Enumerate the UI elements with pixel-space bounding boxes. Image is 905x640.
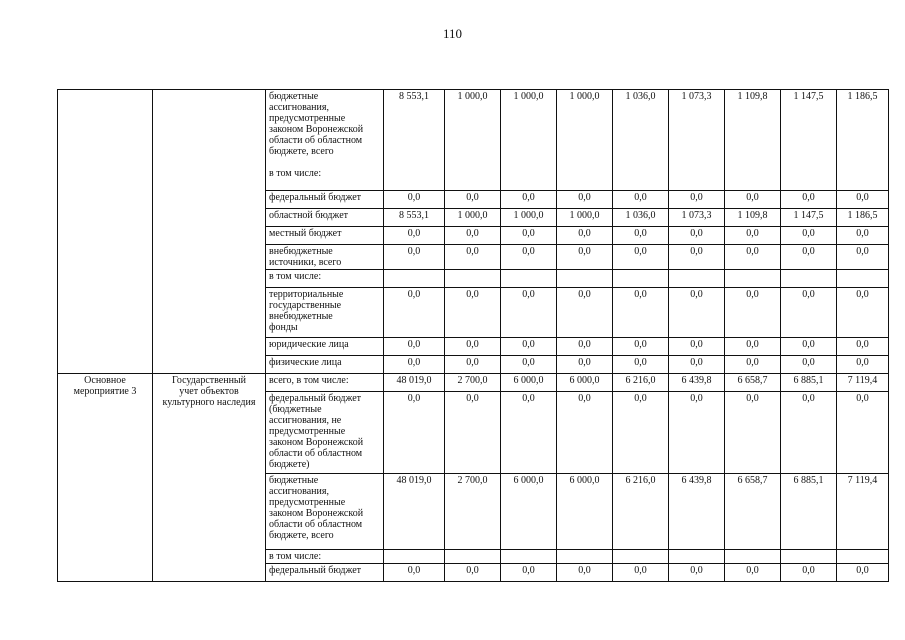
value-cell: 0,0 bbox=[384, 191, 445, 209]
value-cell: 0,0 bbox=[445, 338, 501, 356]
value-cell: 6 216,0 bbox=[613, 374, 669, 392]
value-cell: 0,0 bbox=[837, 288, 889, 338]
value-cell: 1 000,0 bbox=[501, 90, 557, 191]
value-cell bbox=[501, 550, 557, 564]
value-cell: 6 885,1 bbox=[781, 374, 837, 392]
value-cell: 6 658,7 bbox=[725, 474, 781, 550]
value-cell: 0,0 bbox=[725, 564, 781, 582]
value-cell: 0,0 bbox=[613, 227, 669, 245]
value-cell: 0,0 bbox=[445, 227, 501, 245]
table-row bbox=[58, 90, 889, 191]
value-cell: 0,0 bbox=[725, 288, 781, 338]
value-cell: 1 073,3 bbox=[669, 90, 725, 191]
value-cell: 0,0 bbox=[501, 245, 557, 270]
table-body bbox=[58, 90, 889, 582]
value-cell: 0,0 bbox=[384, 245, 445, 270]
value-cell: 0,0 bbox=[613, 245, 669, 270]
value-cell: 0,0 bbox=[669, 245, 725, 270]
value-cell: 1 109,8 bbox=[725, 209, 781, 227]
value-cell: 0,0 bbox=[781, 392, 837, 474]
value-cell: 6 000,0 bbox=[557, 374, 613, 392]
value-cell: 0,0 bbox=[613, 288, 669, 338]
value-cell: 0,0 bbox=[781, 227, 837, 245]
funding-source-cell: бюджетные ассигнования, предусмотренные законом Воронежской области об областном бюджете, всего в том числе: bbox=[266, 90, 384, 191]
value-cell bbox=[725, 270, 781, 288]
funding-source-cell: юридические лица bbox=[266, 338, 384, 356]
value-cell: 48 019,0 bbox=[384, 374, 445, 392]
value-cell: 1 109,8 bbox=[725, 90, 781, 191]
value-cell: 6 000,0 bbox=[557, 474, 613, 550]
value-cell: 0,0 bbox=[613, 392, 669, 474]
value-cell bbox=[384, 550, 445, 564]
value-cell: 0,0 bbox=[445, 356, 501, 374]
value-cell: 0,0 bbox=[613, 356, 669, 374]
funding-source-cell: физические лица bbox=[266, 356, 384, 374]
value-cell: 0,0 bbox=[445, 191, 501, 209]
value-cell: 1 000,0 bbox=[445, 209, 501, 227]
status-cell: Основное мероприятие 3 bbox=[58, 374, 153, 582]
value-cell: 8 553,1 bbox=[384, 90, 445, 191]
value-cell: 0,0 bbox=[669, 564, 725, 582]
value-cell: 0,0 bbox=[557, 245, 613, 270]
value-cell bbox=[837, 550, 889, 564]
value-cell: 0,0 bbox=[384, 227, 445, 245]
value-cell: 0,0 bbox=[557, 564, 613, 582]
value-cell: 0,0 bbox=[384, 392, 445, 474]
funding-source-cell: федеральный бюджет bbox=[266, 564, 384, 582]
value-cell: 0,0 bbox=[837, 191, 889, 209]
value-cell: 1 000,0 bbox=[557, 90, 613, 191]
value-cell: 0,0 bbox=[725, 191, 781, 209]
funding-source-cell: местный бюджет bbox=[266, 227, 384, 245]
value-cell: 0,0 bbox=[837, 338, 889, 356]
value-cell: 0,0 bbox=[837, 245, 889, 270]
value-cell: 0,0 bbox=[384, 338, 445, 356]
name-cell: Государственный учет объектов культурного наследия bbox=[153, 374, 266, 582]
value-cell: 0,0 bbox=[557, 288, 613, 338]
value-cell: 1 186,5 bbox=[837, 90, 889, 191]
value-cell: 0,0 bbox=[613, 564, 669, 582]
value-cell: 0,0 bbox=[725, 338, 781, 356]
value-cell: 0,0 bbox=[613, 338, 669, 356]
value-cell: 6 885,1 bbox=[781, 474, 837, 550]
value-cell: 1 000,0 bbox=[557, 209, 613, 227]
funding-source-cell: областной бюджет bbox=[266, 209, 384, 227]
funding-source-cell: федеральный бюджет bbox=[266, 191, 384, 209]
value-cell: 6 658,7 bbox=[725, 374, 781, 392]
value-cell: 1 186,5 bbox=[837, 209, 889, 227]
funding-source-cell: федеральный бюджет (бюджетные ассигнования, не предусмотренные законом Воронежской области об областном бюджете) bbox=[266, 392, 384, 474]
value-cell: 0,0 bbox=[501, 227, 557, 245]
table-row bbox=[58, 374, 889, 392]
value-cell: 0,0 bbox=[501, 392, 557, 474]
value-cell: 0,0 bbox=[669, 227, 725, 245]
funding-source-cell: территориальные государственные внебюджетные фонды bbox=[266, 288, 384, 338]
value-cell: 48 019,0 bbox=[384, 474, 445, 550]
value-cell: 0,0 bbox=[837, 227, 889, 245]
funding-source-cell: в том числе: bbox=[266, 550, 384, 564]
page-number: 110 bbox=[442, 26, 463, 41]
value-cell: 0,0 bbox=[781, 191, 837, 209]
value-cell: 0,0 bbox=[725, 227, 781, 245]
value-cell: 0,0 bbox=[669, 191, 725, 209]
value-cell: 0,0 bbox=[445, 288, 501, 338]
value-cell: 0,0 bbox=[613, 191, 669, 209]
value-cell: 0,0 bbox=[781, 288, 837, 338]
value-cell: 2 700,0 bbox=[445, 374, 501, 392]
value-cell: 7 119,4 bbox=[837, 374, 889, 392]
value-cell: 0,0 bbox=[501, 191, 557, 209]
value-cell bbox=[384, 270, 445, 288]
value-cell: 0,0 bbox=[501, 356, 557, 374]
value-cell: 6 439,8 bbox=[669, 374, 725, 392]
funding-source-cell: бюджетные ассигнования, предусмотренные законом Воронежской области об областном бюджете, всего bbox=[266, 474, 384, 550]
value-cell: 1 000,0 bbox=[501, 209, 557, 227]
value-cell: 0,0 bbox=[837, 356, 889, 374]
value-cell: 1 000,0 bbox=[445, 90, 501, 191]
value-cell: 0,0 bbox=[725, 245, 781, 270]
name-cell bbox=[153, 90, 266, 374]
value-cell: 0,0 bbox=[781, 245, 837, 270]
value-cell: 1 073,3 bbox=[669, 209, 725, 227]
value-cell bbox=[781, 550, 837, 564]
value-cell: 0,0 bbox=[725, 392, 781, 474]
value-cell: 0,0 bbox=[501, 338, 557, 356]
value-cell: 7 119,4 bbox=[837, 474, 889, 550]
funding-source-cell: в том числе: bbox=[266, 270, 384, 288]
value-cell bbox=[501, 270, 557, 288]
value-cell: 8 553,1 bbox=[384, 209, 445, 227]
value-cell bbox=[669, 270, 725, 288]
value-cell bbox=[781, 270, 837, 288]
value-cell: 0,0 bbox=[669, 338, 725, 356]
value-cell: 6 216,0 bbox=[613, 474, 669, 550]
value-cell: 0,0 bbox=[669, 288, 725, 338]
budget-table bbox=[57, 89, 889, 582]
value-cell: 0,0 bbox=[781, 564, 837, 582]
value-cell bbox=[557, 270, 613, 288]
status-cell bbox=[58, 90, 153, 374]
value-cell: 0,0 bbox=[384, 564, 445, 582]
value-cell: 0,0 bbox=[557, 392, 613, 474]
value-cell bbox=[445, 550, 501, 564]
value-cell: 0,0 bbox=[557, 356, 613, 374]
value-cell: 0,0 bbox=[781, 356, 837, 374]
value-cell: 6 000,0 bbox=[501, 374, 557, 392]
value-cell: 0,0 bbox=[837, 564, 889, 582]
value-cell bbox=[669, 550, 725, 564]
value-cell: 1 036,0 bbox=[613, 90, 669, 191]
value-cell: 0,0 bbox=[557, 227, 613, 245]
value-cell: 0,0 bbox=[384, 356, 445, 374]
value-cell: 1 036,0 bbox=[613, 209, 669, 227]
value-cell bbox=[725, 550, 781, 564]
value-cell bbox=[837, 270, 889, 288]
value-cell bbox=[557, 550, 613, 564]
value-cell: 2 700,0 bbox=[445, 474, 501, 550]
value-cell: 0,0 bbox=[781, 338, 837, 356]
funding-source-cell: всего, в том числе: bbox=[266, 374, 384, 392]
value-cell bbox=[613, 270, 669, 288]
value-cell: 0,0 bbox=[669, 392, 725, 474]
value-cell: 0,0 bbox=[501, 564, 557, 582]
value-cell: 0,0 bbox=[445, 564, 501, 582]
value-cell: 0,0 bbox=[725, 356, 781, 374]
value-cell: 0,0 bbox=[557, 338, 613, 356]
value-cell: 1 147,5 bbox=[781, 209, 837, 227]
funding-source-cell: внебюджетные источники, всего bbox=[266, 245, 384, 270]
value-cell: 0,0 bbox=[669, 356, 725, 374]
value-cell: 1 147,5 bbox=[781, 90, 837, 191]
value-cell: 0,0 bbox=[501, 288, 557, 338]
value-cell: 0,0 bbox=[837, 392, 889, 474]
value-cell bbox=[613, 550, 669, 564]
value-cell bbox=[445, 270, 501, 288]
value-cell: 0,0 bbox=[445, 392, 501, 474]
value-cell: 6 000,0 bbox=[501, 474, 557, 550]
value-cell: 6 439,8 bbox=[669, 474, 725, 550]
value-cell: 0,0 bbox=[445, 245, 501, 270]
value-cell: 0,0 bbox=[557, 191, 613, 209]
value-cell: 0,0 bbox=[384, 288, 445, 338]
